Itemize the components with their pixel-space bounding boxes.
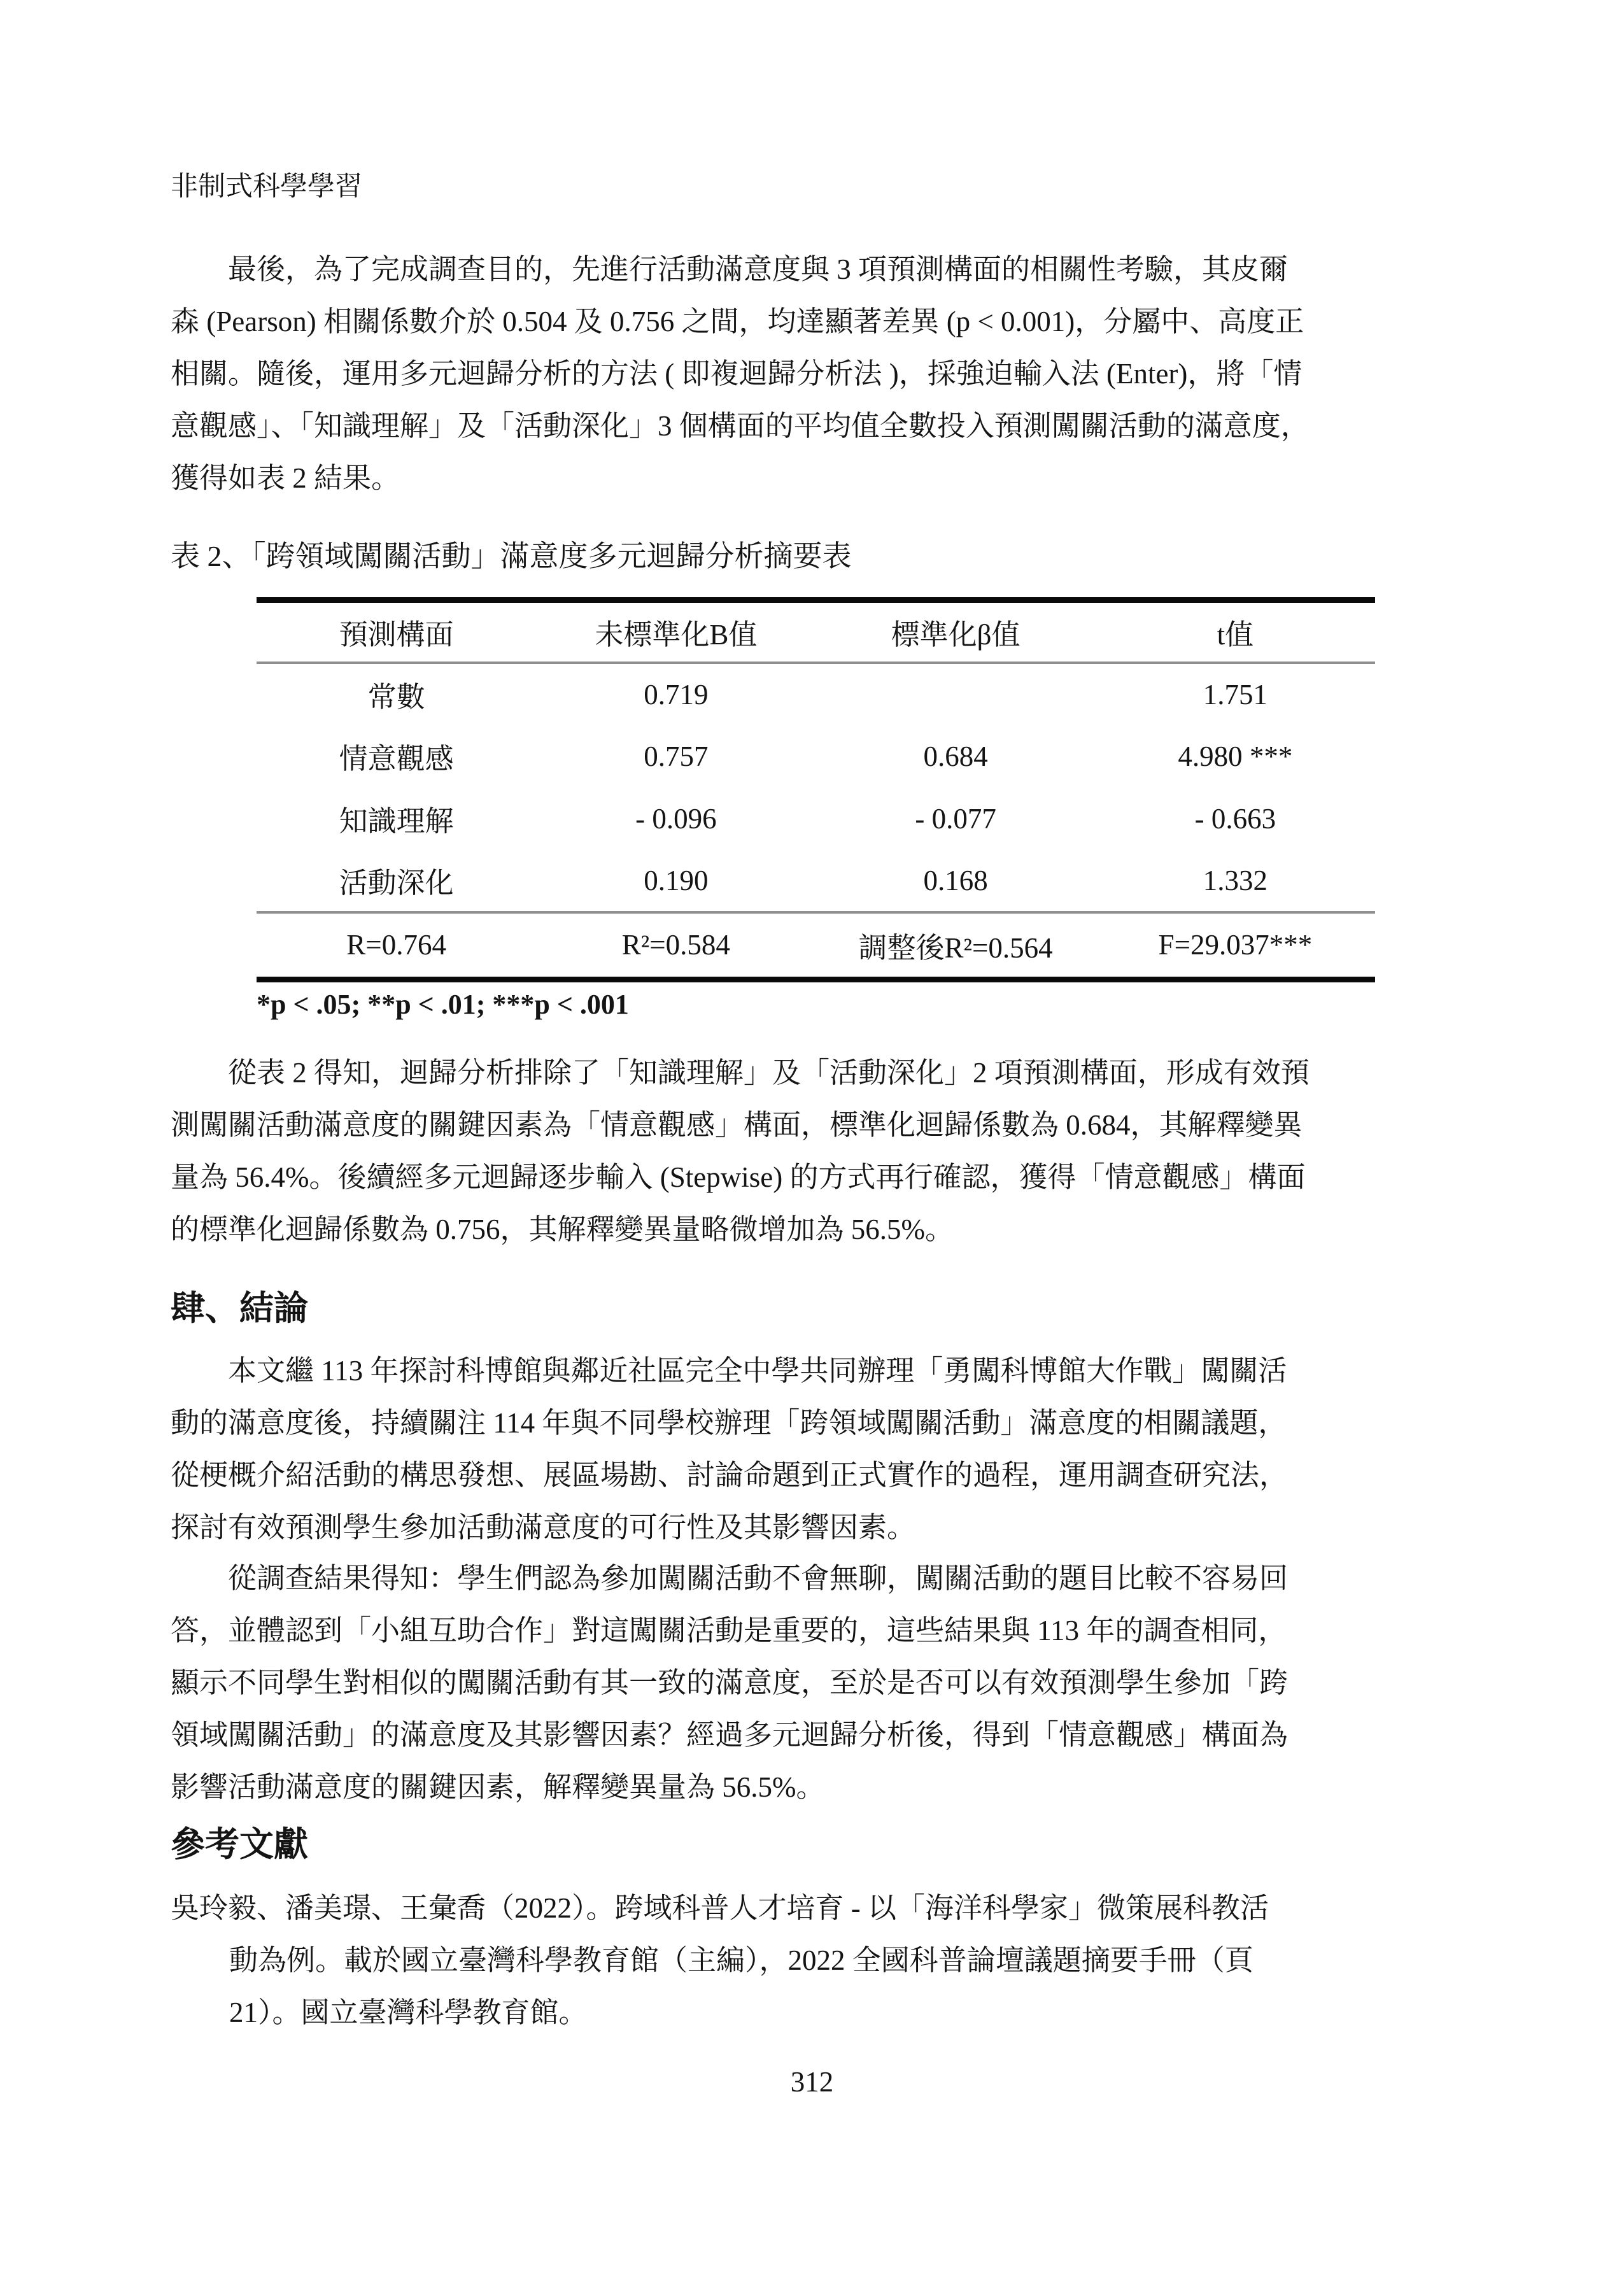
conclusion-heading: 肆、結論 xyxy=(171,1289,308,1327)
text-line: 意觀感」、「知識理解」及「活動深化」3 個構面的平均值全數投入預測闖關活動的滿意度， xyxy=(171,410,1310,442)
text-line: 測闖關活動滿意度的關鍵因素為「情意觀感」構面，標準化迴歸係數為 0.684，其解釋變異 xyxy=(171,1109,1303,1141)
table-cell: 常數 xyxy=(367,681,425,713)
table-cell: 0.719 xyxy=(644,678,709,711)
references-heading: 參考文獻 xyxy=(171,1825,308,1864)
text-line: 從梗概介紹活動的構思發想、展區場勘、討論命題到正式實作的過程，運用調查研究法， xyxy=(171,1459,1289,1491)
table-cell: 1.332 xyxy=(1203,864,1267,896)
table-cell: 活動深化 xyxy=(339,867,454,899)
table-cell xyxy=(816,663,1096,725)
text-line: 森 (Pearson) 相關係數介於 0.504 及 0.756 之間，均達顯著差異 (p < 0.001)，分屬中、高度正 xyxy=(171,306,1304,337)
summary-cell: F=29.037*** xyxy=(1158,929,1313,961)
summary-cell: R²=0.584 xyxy=(621,929,730,961)
table-cell: 1.751 xyxy=(1203,678,1267,711)
text-line: 本文繼 113 年探討科博館與鄰近社區完全中學共同辦理「勇闖科博館大作戰」闖關活 xyxy=(228,1355,1287,1387)
text-line: 影響活動滿意度的關鍵因素，解釋變異量為 56.5%。 xyxy=(171,1771,825,1803)
table-row xyxy=(257,725,1375,788)
text-line: 21）。國立臺灣科學教育館。 xyxy=(229,1997,588,2028)
text-line: 吳玲毅、潘美璟、王彙喬（2022）。跨域科普人才培育 - 以「海洋科學家」微策展科教活 xyxy=(171,1892,1269,1924)
table-row xyxy=(257,788,1375,850)
text-line: 顯示不同學生對相似的闖關活動有其一致的滿意度，至於是否可以有效預測學生參加「跨 xyxy=(171,1667,1289,1699)
results-paragraph xyxy=(171,1047,1466,1256)
text-line: 量為 56.4%。後續經多元迴歸逐步輸入 (Stepwise) 的方式再行確認，獲得「情意觀感」構面 xyxy=(171,1161,1306,1193)
text-line: 領域闖關活動」的滿意度及其影響因素？經過多元迴歸分析後，得到「情意觀感」構面為 xyxy=(171,1719,1289,1751)
text-line: 動的滿意度後，持續關注 114 年與不同學校辦理「跨領域闖關活動」滿意度的相關議題， xyxy=(171,1407,1287,1439)
regression-summary-table xyxy=(257,597,1375,982)
text-line: 從調查結果得知：學生們認為參加闖關活動不會無聊，闖關活動的題目比較不容易回 xyxy=(228,1562,1289,1594)
reference-entry xyxy=(171,1882,1466,2039)
column-header: t值 xyxy=(1217,619,1254,651)
table-row xyxy=(257,850,1375,912)
intro-paragraph xyxy=(171,243,1466,504)
text-line: 最後，為了完成調查目的，先進行活動滿意度與 3 項預測構面的相關性考驗，其皮爾 xyxy=(228,253,1289,285)
text-line: 的標準化迴歸係數為 0.756，其解釋變異量略微增加為 56.5%。 xyxy=(171,1213,954,1245)
page-number: 312 xyxy=(790,2066,834,2098)
header-row xyxy=(257,600,1375,663)
column-header: 標準化β值 xyxy=(891,619,1020,651)
table-cell: 知識理解 xyxy=(339,805,454,837)
table-cell: 4.980 *** xyxy=(1178,740,1293,772)
table-row xyxy=(257,663,1375,725)
text-line: 動為例。載於國立臺灣科學教育館（主編），2022 全國科普論壇議題摘要手冊（頁 xyxy=(229,1944,1253,1976)
table-cell: 0.168 xyxy=(923,864,988,896)
table-cell: 0.757 xyxy=(644,740,709,772)
table-cell: 0.684 xyxy=(923,740,988,772)
table-body xyxy=(257,663,1375,912)
text-line: 探討有效預測學生參加活動滿意度的可行性及其影響因素。 xyxy=(171,1511,916,1543)
column-header: 未標準化B值 xyxy=(595,619,758,651)
text-line: 獲得如表 2 結果。 xyxy=(171,462,400,494)
table-header xyxy=(257,600,1375,663)
column-header: 預測構面 xyxy=(339,619,454,651)
conclusion-paragraph-1 xyxy=(171,1345,1466,1553)
conclusion-paragraph-2 xyxy=(171,1552,1466,1813)
table-cell: - 0.663 xyxy=(1194,802,1276,835)
table-summary xyxy=(257,912,1375,980)
running-header: 非制式科學學習 xyxy=(171,172,362,202)
table-cell: 0.190 xyxy=(644,864,709,896)
summary-cell: R=0.764 xyxy=(346,929,446,961)
table-caption: 表 2、「跨領域闖關活動」滿意度多元迴歸分析摘要表 xyxy=(171,540,852,572)
significance-note: *p < .05; **p < .01; ***p < .001 xyxy=(257,989,629,1020)
text-line: 從表 2 得知，迴歸分析排除了「知識理解」及「活動深化」2 項預測構面，形成有效預 xyxy=(228,1057,1310,1089)
table-cell: - 0.077 xyxy=(915,802,996,835)
summary-cell: 調整後R²=0.564 xyxy=(858,931,1053,964)
table-cell: 情意觀感 xyxy=(339,743,454,775)
summary-row xyxy=(257,912,1375,980)
table-cell: - 0.096 xyxy=(635,802,717,835)
text-line: 相關。隨後，運用多元迴歸分析的方法 ( 即複迴歸分析法 )，採強迫輸入法 (Enter)，將「情 xyxy=(171,358,1303,390)
text-line: 答，並體認到「小組互助合作」對這闖關活動是重要的，這些結果與 113 年的調查相同， xyxy=(171,1615,1287,1646)
